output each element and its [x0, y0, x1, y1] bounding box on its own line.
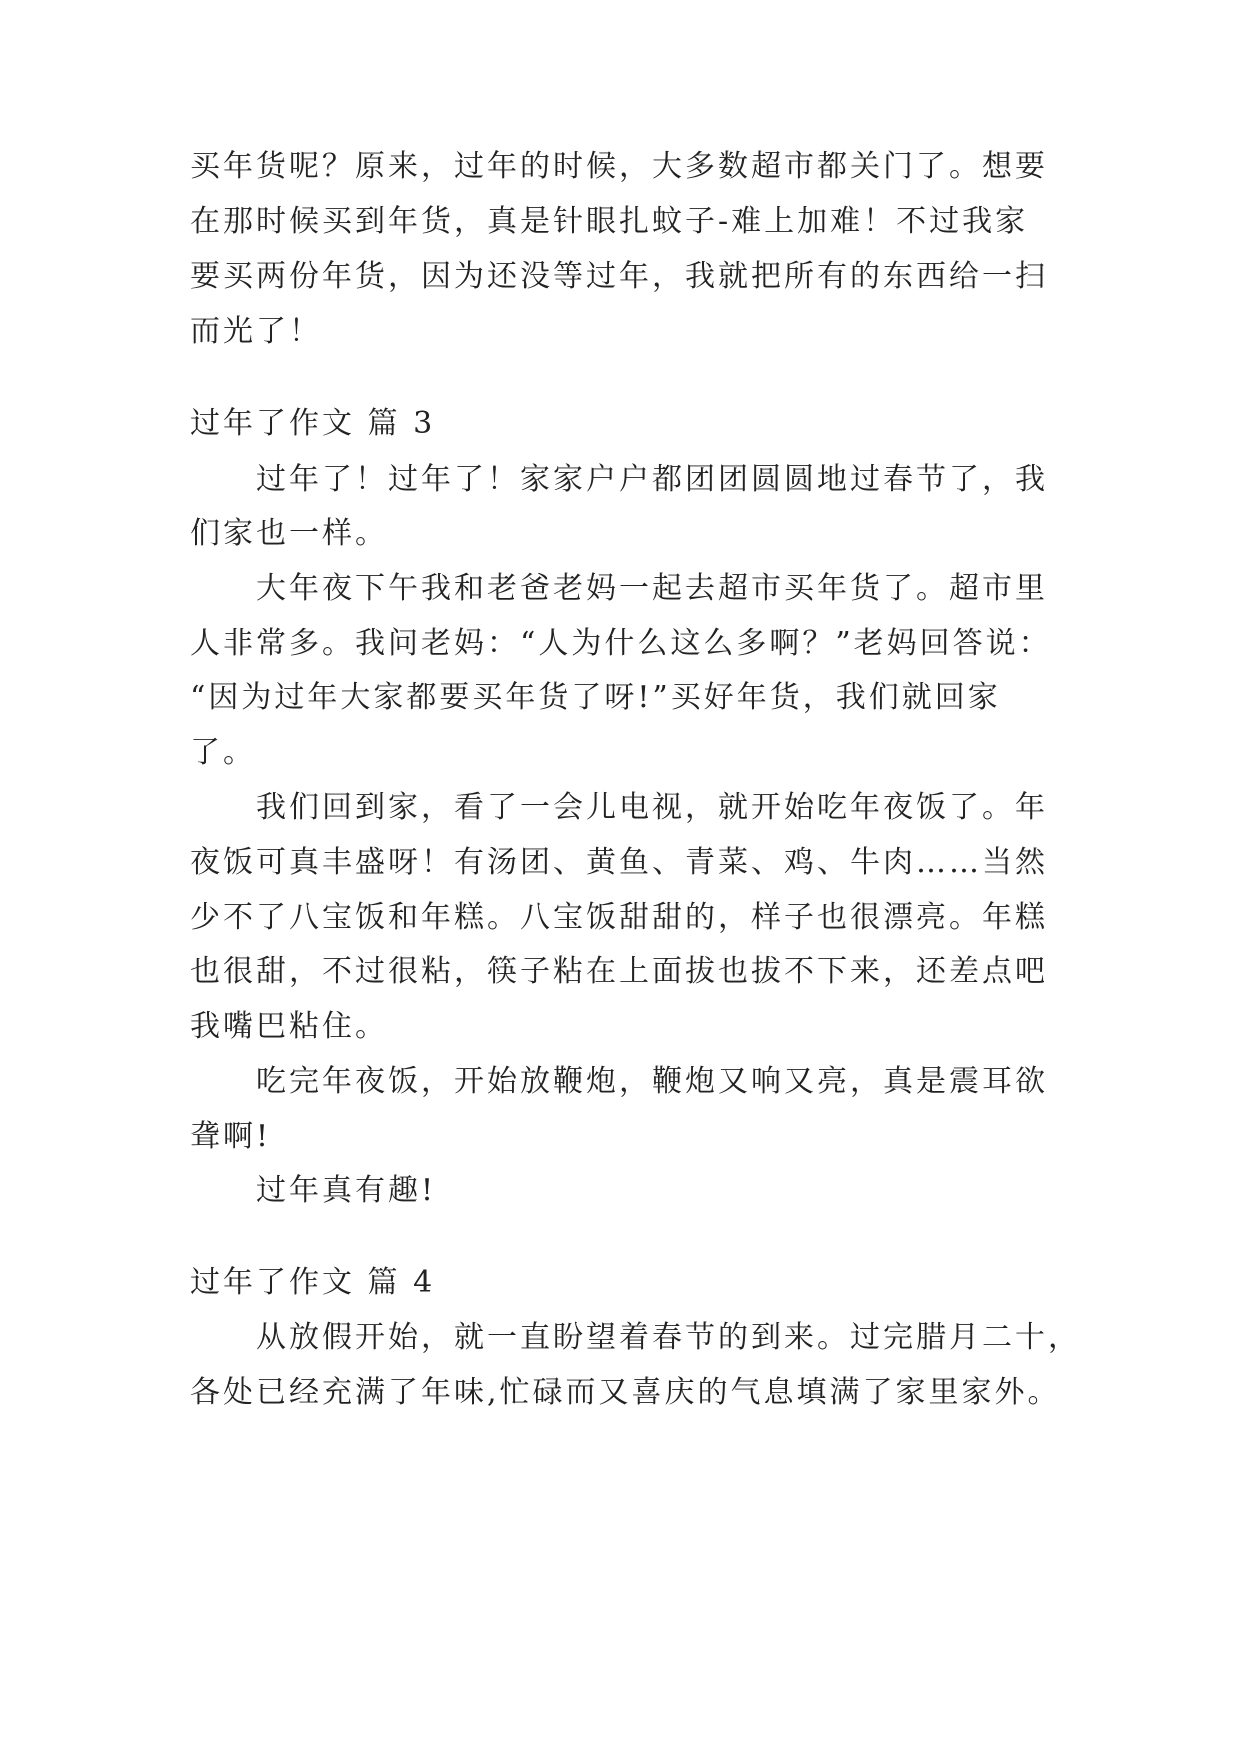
paragraph-line: 我们回到家，看了一会儿电视，就开始吃年夜饭了。年	[256, 790, 1048, 825]
paragraph-line: 聋啊!	[190, 1119, 272, 1154]
paragraph-line: 少不了八宝饭和年糕。八宝饭甜甜的，样子也很漂亮。年糕	[190, 900, 1048, 935]
paragraph-line: 各处已经充满了年味,忙碌而又喜庆的气息填满了家里家外。	[190, 1375, 1061, 1410]
paragraph-line: 而光了！	[190, 314, 322, 349]
paragraph-line: 吃完年夜饭，开始放鞭炮，鞭炮又响又亮，真是震耳欲	[256, 1064, 1048, 1099]
paragraph-line: 从放假开始，就一直盼望着春节的到来。过完腊月二十，	[256, 1320, 1081, 1355]
paragraph-line: 过年真有趣!	[256, 1173, 437, 1208]
section-heading-3: 过年了作文 篇 3	[190, 406, 436, 441]
paragraph-line: 大年夜下午我和老爸老妈一起去超市买年货了。超市里	[256, 571, 1048, 606]
paragraph-line: 们家也一样。	[190, 516, 388, 551]
paragraph-line: 买年货呢？原来，过年的时候，大多数超市都关门了。想要	[190, 149, 1048, 184]
paragraph-line: 要买两份年货，因为还没等过年，我就把所有的东西给一扫	[190, 259, 1048, 294]
paragraph-line: 了。	[190, 735, 256, 770]
section-heading-4: 过年了作文 篇 4	[190, 1265, 436, 1300]
paragraph-line: 在那时候买到年货，真是针眼扎蚊子-难上加难！不过我家	[190, 204, 1029, 239]
paragraph-line: 夜饭可真丰盛呀！有汤团、黄鱼、青菜、鸡、牛肉……当然	[190, 845, 1048, 880]
paragraph-line: 也很甜，不过很粘，筷子粘在上面拔也拔不下来，还差点吧	[190, 954, 1048, 989]
paragraph-line: 过年了！过年了！家家户户都团团圆圆地过春节了，我	[256, 462, 1048, 497]
paragraph-line: “因为过年大家都要买年货了呀!”买好年货，我们就回家	[190, 680, 1001, 715]
paragraph-line: 我嘴巴粘住。	[190, 1009, 388, 1044]
paragraph-line: 人非常多。我问老妈：“人为什么这么多啊？”老妈回答说：	[190, 626, 1052, 661]
